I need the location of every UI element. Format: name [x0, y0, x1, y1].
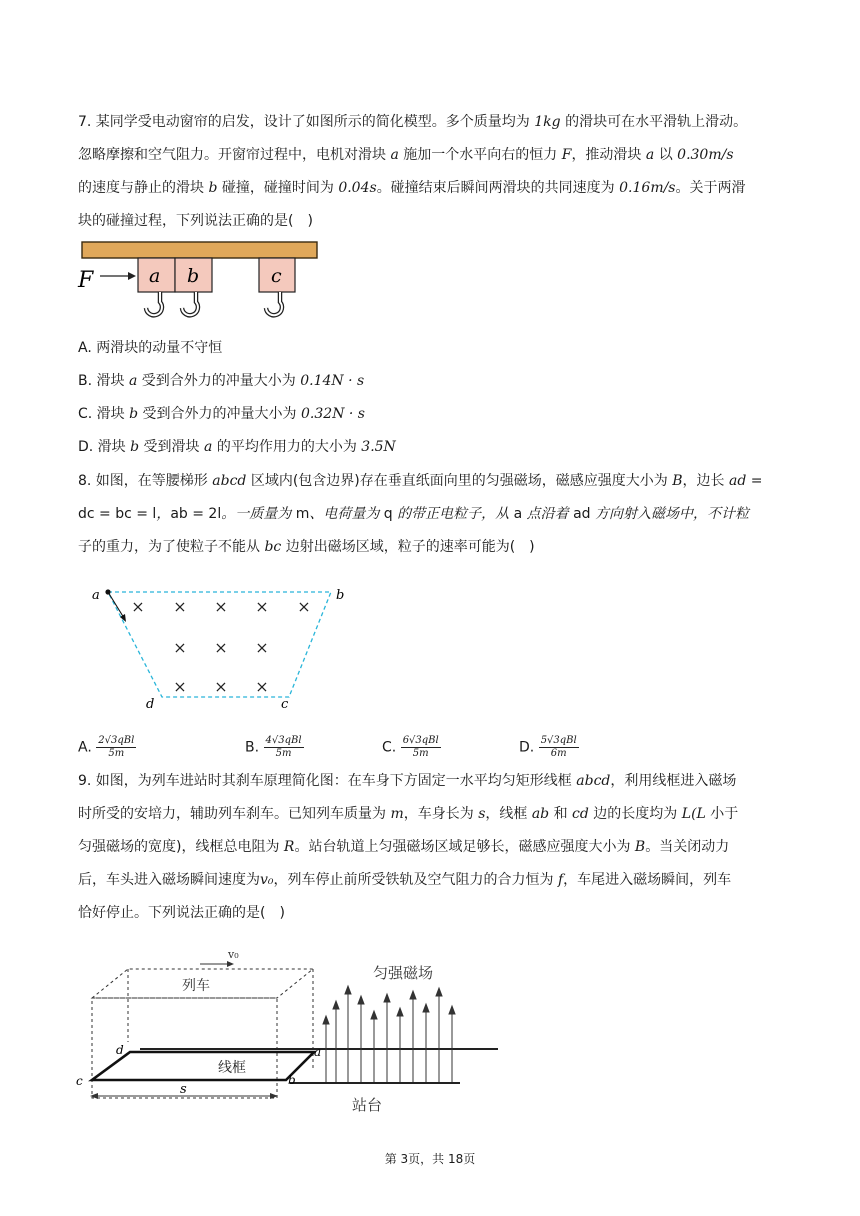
q8-stem: 8. 如图，在等腰梯形 abcd 区域内(包含边界)存在垂直纸面向里的匀强磁场，磁感应强度大小为 B，边长 ad = dc = bc = l，ab = 2l。一质量为 m、电荷量为 q 的带正电粒子，从 a 点沿着 ad 方向射入磁场中，不计粒 子的重力，为了使粒子不能从 bc 边射出磁场区域，粒子的速率可能为( ) — [78, 473, 763, 555]
q8-option-a[interactable]: A. $\frac{\text{2√3qBl}}{5m}$ — [78, 735, 135, 759]
train-label: 列车 — [182, 978, 210, 994]
q8-figure — [86, 582, 356, 712]
q8-option-c[interactable]: C. $\frac{\text{6√3qBl}}{5m}$ — [382, 735, 439, 759]
svg-text:×: × — [173, 677, 187, 696]
q7-option-a[interactable]: A. 两滑块的动量不守恒 — [78, 340, 223, 356]
svg-text:v₀: v₀ — [228, 948, 239, 961]
q8-option-d[interactable]: D. $\frac{\text{5√3qBl}}{6m}$ — [519, 735, 577, 759]
field-marks — [131, 597, 310, 696]
force-label: F — [78, 268, 94, 293]
svg-text:b: b — [288, 1073, 296, 1087]
q7-stem: 7. 某同学受电动窗帘的启发，设计了如图所示的简化模型。多个质量均为 1kg 的滑块可在水平滑轨上滑动。 忽略摩擦和空气阻力。开窗帘过程中，电机对滑块 a 施加一个水平向右的恒力 F，推动滑块 a 以 0.30m/s 的速度与静止的滑块 b 碰撞，碰撞时间为 0.04s。碰撞结束后瞬间两滑块的共同速度为 0.16m/s。关于两滑 块的碰撞过程，下列说法正确的是( ) — [78, 114, 748, 229]
q9-stem: 9. 如图，为列车进站时其刹车原理简化图：在车身下方固定一水平均匀矩形线框 abcd，利用线框进入磁场 时所受的安培力，辅助列车刹车。已知列车质量为 m，车身长为 s，线框 ab 和 cd 边的长度均为 L(L 小于 匀强磁场的宽度)，线框总电阻为 R。站台轨道上匀强磁场区域足够长，磁感应强度大小为 B。当关闭动力 后，车头进入磁场瞬间速度为v₀，列车停止前所受铁轨及空气阻力的合力恒为 f，车尾进入磁场瞬间，列车 恰好停止。下列说法正确的是( ) — [78, 773, 739, 921]
platform-label: 站台 — [352, 1096, 383, 1114]
block-a — [138, 258, 175, 315]
svg-text:b: b — [187, 265, 200, 287]
svg-text:×: × — [255, 677, 269, 696]
q8-option-b[interactable]: B. $\frac{\text{4√3qBl}}{5m}$ — [245, 735, 302, 759]
q7-option-c[interactable]: C. 滑块 b 受到合外力的冲量大小为 0.32N · s — [78, 406, 365, 422]
q7-option-b[interactable]: B. 滑块 a 受到合外力的冲量大小为 0.14N · s — [78, 373, 365, 389]
field-label: 匀强磁场 — [373, 964, 434, 982]
label-b: b — [336, 588, 345, 603]
length-marker — [90, 1082, 278, 1099]
svg-text:c: c — [271, 265, 282, 287]
block-b — [175, 258, 212, 315]
q7-option-d[interactable]: D. 滑块 b 受到滑块 a 的平均作用力的大小为 3.5N — [78, 439, 396, 455]
label-a: a — [92, 588, 100, 603]
coil-frame — [92, 1052, 314, 1080]
label-d: d — [146, 697, 155, 712]
svg-text:×: × — [131, 597, 145, 616]
svg-text:×: × — [173, 638, 187, 657]
page-footer: 第 3页，共 18页 — [384, 1152, 476, 1166]
q7-figure — [76, 238, 336, 328]
svg-text:×: × — [214, 597, 228, 616]
slide-rail — [82, 242, 317, 258]
svg-text:×: × — [173, 597, 187, 616]
label-c: c — [281, 697, 289, 712]
magnetic-field-arrows — [323, 986, 455, 1082]
q9-figure — [70, 942, 500, 1117]
svg-text:×: × — [214, 638, 228, 657]
svg-text:c: c — [76, 1074, 83, 1088]
velocity-indicator — [200, 948, 239, 967]
svg-text:a: a — [314, 1045, 322, 1059]
svg-text:×: × — [214, 677, 228, 696]
velocity-arrow — [108, 592, 124, 618]
svg-text:s: s — [180, 1082, 187, 1097]
svg-text:d: d — [116, 1043, 124, 1057]
svg-text:×: × — [255, 638, 269, 657]
svg-text:×: × — [255, 597, 269, 616]
svg-text:a: a — [149, 265, 161, 287]
block-c — [259, 258, 295, 315]
coil-label: 线框 — [218, 1060, 246, 1076]
svg-text:×: × — [297, 597, 311, 616]
